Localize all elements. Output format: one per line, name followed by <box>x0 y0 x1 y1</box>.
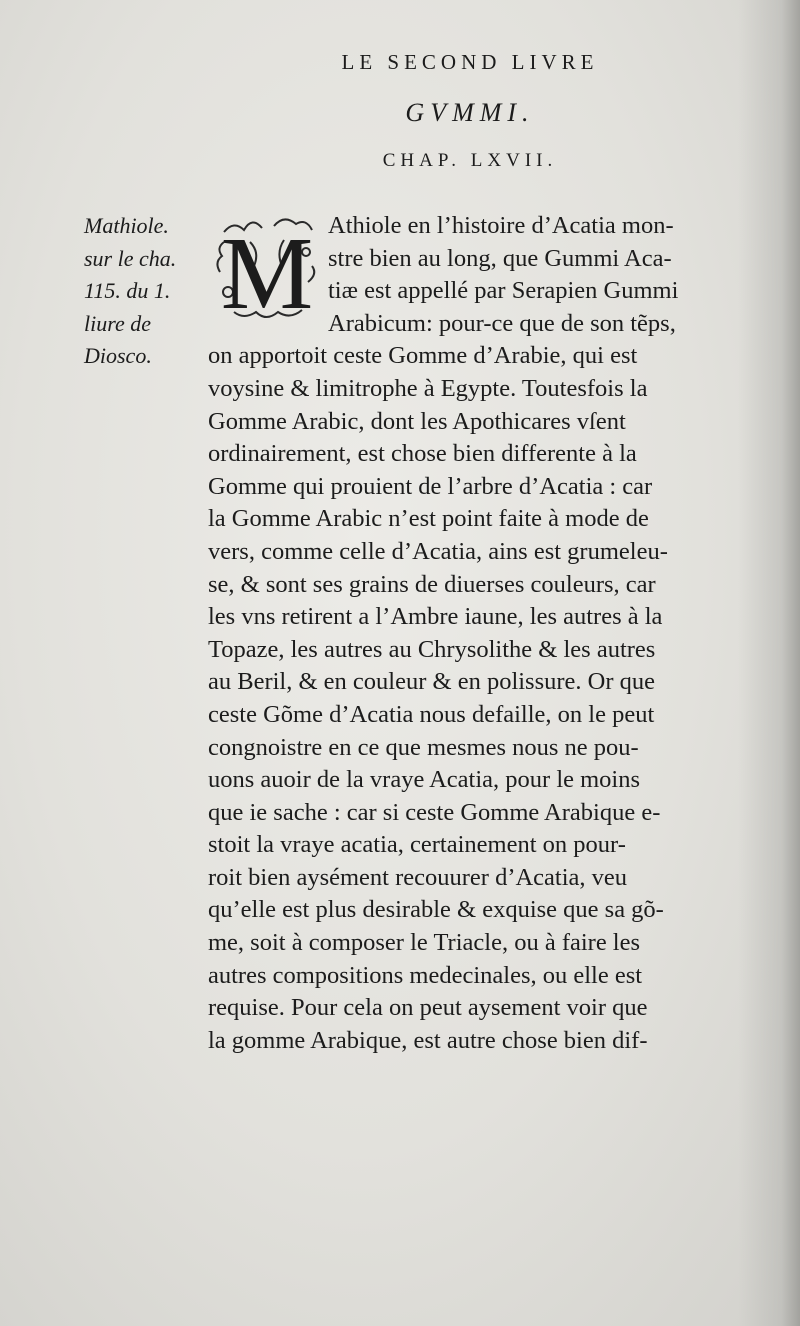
body-line: se, & sont ses grains de diuerses couleurs, car <box>208 570 656 598</box>
body-line: Arabicum: pour-ce que de son tẽps, <box>328 309 676 337</box>
marginal-note-line: sur le cha. <box>84 245 177 271</box>
marginal-note-line: liure de <box>84 310 151 336</box>
body-line: au Beril, & en couleur & en polissure. Or que <box>208 668 656 696</box>
body-line: uons auoir de la vraye Acatia, pour le moins <box>208 766 641 794</box>
body-line: tiæ est appellé par Serapien Gummi <box>328 277 679 305</box>
running-head: LE SECOND LIVRE <box>341 50 599 74</box>
marginal-note-line: Diosco. <box>84 343 152 368</box>
body-line: ceste Gõme d’Acatia nous defaille, on le peut <box>208 700 655 728</box>
body-line: Topaze, les autres au Chrysolithe & les autres <box>208 635 656 663</box>
body-line: vers, comme celle d’Acatia, ains est grumeleu- <box>208 537 668 565</box>
dropcap-letter: M <box>220 216 314 322</box>
body-line: me, soit à composer le Triacle, ou à faire les <box>208 929 641 957</box>
body-line: Athiole en l’histoire d’Acatia mon- <box>328 212 674 239</box>
marginal-note-line: 115. du 1. <box>84 278 171 303</box>
body-line: Gomme qui prouient de l’arbre d’Acatia : car <box>208 472 653 500</box>
body-line: stre bien au long, que Gummi Aca- <box>328 244 672 272</box>
section-title: GVMMI. <box>405 98 535 127</box>
chapter-heading: CHAP. LXVII. <box>382 150 558 171</box>
body-line: la Gomme Arabic n’est point faite à mode de <box>208 505 649 533</box>
body-line: roit bien aysément recouurer d’Acatia, veu <box>208 863 628 891</box>
body-line: on apportoit ceste Gomme d’Arabie, qui est <box>208 342 638 370</box>
body-line: ordinairement, est chose bien differente à la <box>208 440 637 468</box>
body-line: congnoistre en ce que mesmes nous ne pou- <box>208 733 639 761</box>
body-text <box>208 210 748 1057</box>
body-line: requise. Pour cela on peut aysement voir que <box>208 994 648 1022</box>
body-line: que ie sache : car si ceste Gomme Arabique e- <box>208 798 661 826</box>
body-line: la gomme Arabique, est autre chose bien dif- <box>208 1026 648 1054</box>
marginal-note-line: Mathiole. <box>84 213 169 238</box>
marginal-note <box>84 210 214 373</box>
body-line: stoit la vraye acatia, certainement on pour- <box>208 831 626 859</box>
body-line: les vns retirent a l’Ambre iaune, les autres à la <box>208 603 663 631</box>
body-line: voysine & limitrophe à Egypte. Toutesfois la <box>208 374 648 402</box>
body-line: autres compositions medecinales, ou elle est <box>208 961 643 989</box>
body-line: Gomme Arabic, dont les Apothicares vſent <box>208 407 626 435</box>
body-line: qu’elle est plus desirable & exquise que sa gõ- <box>208 896 664 924</box>
